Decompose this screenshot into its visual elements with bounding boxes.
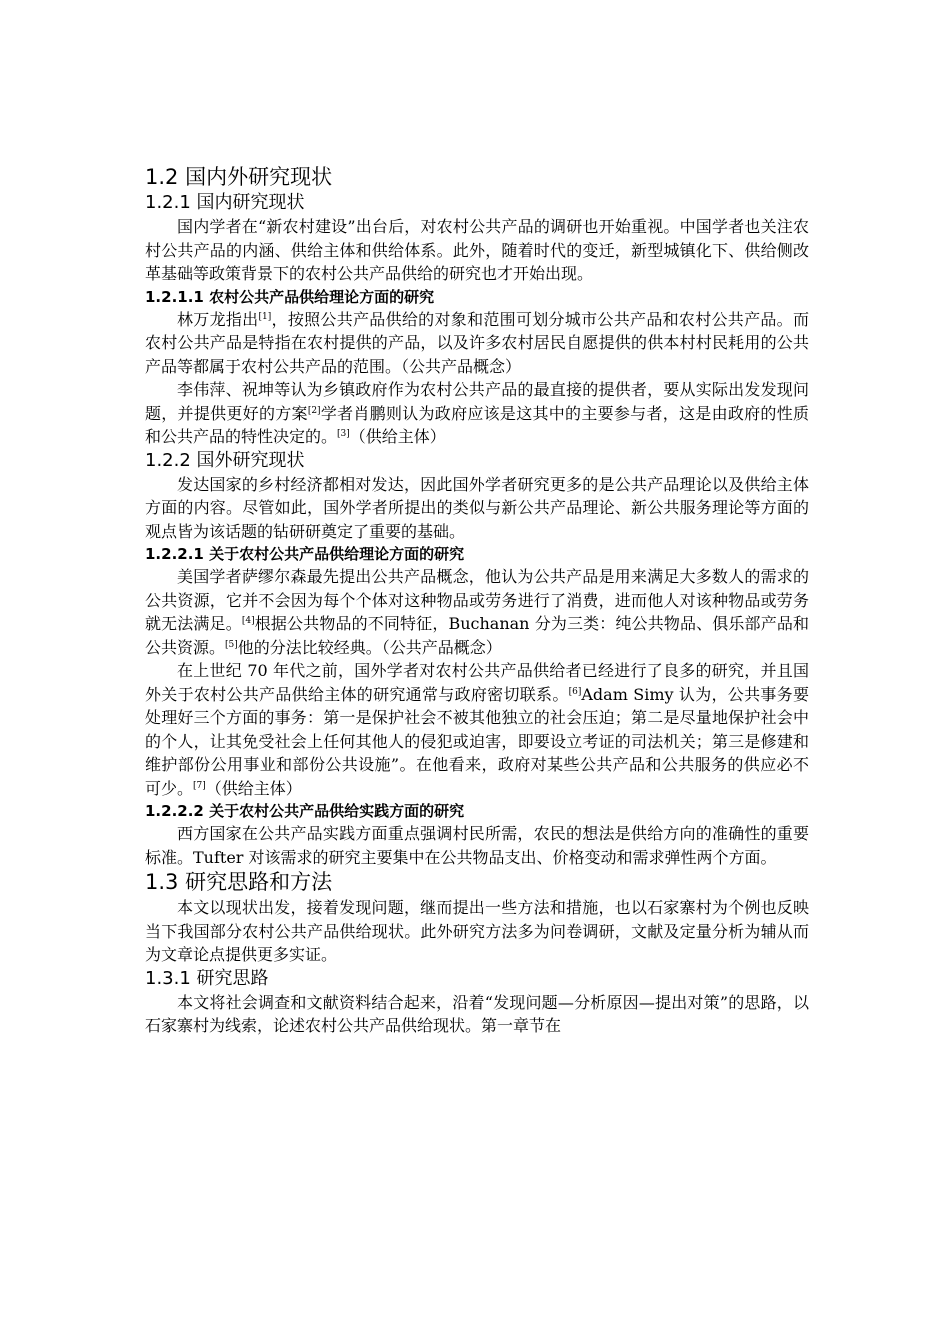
section-heading-1-2-2: 1.2.2 国外研究现状	[145, 449, 305, 471]
text-run: 林万龙指出	[177, 309, 259, 329]
citation-ref: [2]	[307, 405, 321, 416]
section-heading-1-3-1: 1.3.1 研究思路	[145, 967, 269, 989]
citation-ref: [6]	[568, 686, 582, 697]
text-run: 李伟萍、祝坤等认为乡镇政府作为农村公共产品的最直接的提供者，要从实际出发发现问题，并提供更好的方案	[145, 380, 809, 423]
citation-ref: [4]	[241, 616, 255, 626]
section-heading-1-2-2-2: 1.2.2.2 关于农村公共产品供给实践方面的研究	[145, 802, 465, 820]
paragraph-domestic-intro: 国内学者在“新农村建设”出台后，对农村公共产品的调研也开始重视。中国学者也关注农村公共产品的内涵、供给主体和供给体系。此外，随着时代的变迁，新型城镇化下、供给侧改革基础等政策背景下的农村公共产品供给的研究也才开始出现。	[145, 217, 809, 283]
text-run: Adam Simy 认为，公共事务要处理好三个方面的事务：第一是保护社会不被其他独立的社会压迫；第二是尽量地保护社会中的个人，让其免受社会上任何其他人的侵犯或迫害，即要设立考证的司法机关；第三是修建和维护部份公用事业和部份公共设施”。在他看来，政府对某些公共产品和公共服务的供应必不可少。	[145, 684, 809, 798]
section-heading-1-2-2-1: 1.2.2.1 关于农村公共产品供给理论方面的研究	[145, 545, 465, 563]
section-heading-1-3: 1.3 研究思路和方法	[145, 870, 333, 894]
text-run: ，按照公共产品供给的对象和范围可划分城市公共产品和农村公共产品。而农村公共产品是特指在农村提供的产品，以及许多农村居民自愿提供的供本村村民耗用的公共产品等都属于农村公共产品的范围。（公共产品概念）	[145, 309, 809, 376]
text-run: 在上世纪 70 年代之前，国外学者对农村公共产品供给者已经进行了良多的研究，并且国外关于农村公共产品供给主体的研究通常与政府密切联系。	[145, 661, 809, 704]
section-heading-1-2-1: 1.2.1 国内研究现状	[145, 192, 305, 213]
paragraph-adam-simy	[145, 659, 809, 800]
paragraph-foreign-intro: 发达国家的乡村经济都相对发达，因此国外学者研究更多的是公共产品理论以及供给主体方面的内容。尽管如此，国外学者所提出的类似与新公共产品理论、新公共服务理论等方面的观点皆为该话题的钻研研奠定了重要的基础。	[145, 474, 809, 541]
text-run: 他的分法比较经典。（公共产品概念）	[237, 637, 502, 657]
section-heading-1-2: 1.2 国内外研究现状	[145, 165, 333, 189]
paragraph-practice: 西方国家在公共产品实践方面重点强调村民所需，农民的想法是供给方向的准确性的重要标准。Tufter 对该需求的研究主要集中在公共物品支出、价格变动和需求弹性两个方面。	[145, 824, 809, 867]
section-heading-1-2-1-1: 1.2.1.1 农村公共产品供给理论方面的研究	[145, 287, 435, 306]
citation-ref: [5]	[225, 639, 238, 650]
text-run: 根据公共物品的不同特征，Buchanan 分为三类：纯公共物品、俱乐部产品和公共资源。	[145, 614, 809, 657]
text-run: （供给主体）	[205, 778, 302, 798]
paragraph-research-idea: 本文将社会调查和文献资料结合起来，沿着“发现问题—分析原因—提出对策”的思路，以石家寨村为线索，论述农村公共产品供给现状。第一章节在	[145, 992, 809, 1035]
paragraph-samuelson	[145, 565, 809, 659]
text-run: 学者肖鹏则认为政府应该是这其中的主要参与者，这是由政府的性质和公共产品的特性决定的。	[145, 403, 809, 446]
text-run: 美国学者萨缪尔森最先提出公共产品概念，他认为公共产品是用来满足大多数人的需求的公共资源，它并不会因为每个个体对这种物品或劳务进行了消费，进而他人对该种物品或劳务就无法满足。	[145, 567, 809, 633]
document-page	[145, 164, 809, 1038]
citation-ref: [3]	[337, 429, 350, 439]
citation-ref: [7]	[193, 780, 206, 791]
paragraph-lin-wanlong	[145, 308, 809, 379]
paragraph-approach: 本文以现状出发，接着发现问题，继而提出一些方法和措施，也以石家寨村为个例也反映当下我国部分农村公共产品供给现状。此外研究方法多为问卷调研，文献及定量分析为辅从而为文章论点提供更多实证。	[145, 898, 809, 964]
citation-ref: [1]	[258, 311, 272, 322]
paragraph-li-weiping	[145, 378, 809, 449]
text-run: （供给主体）	[349, 427, 446, 446]
